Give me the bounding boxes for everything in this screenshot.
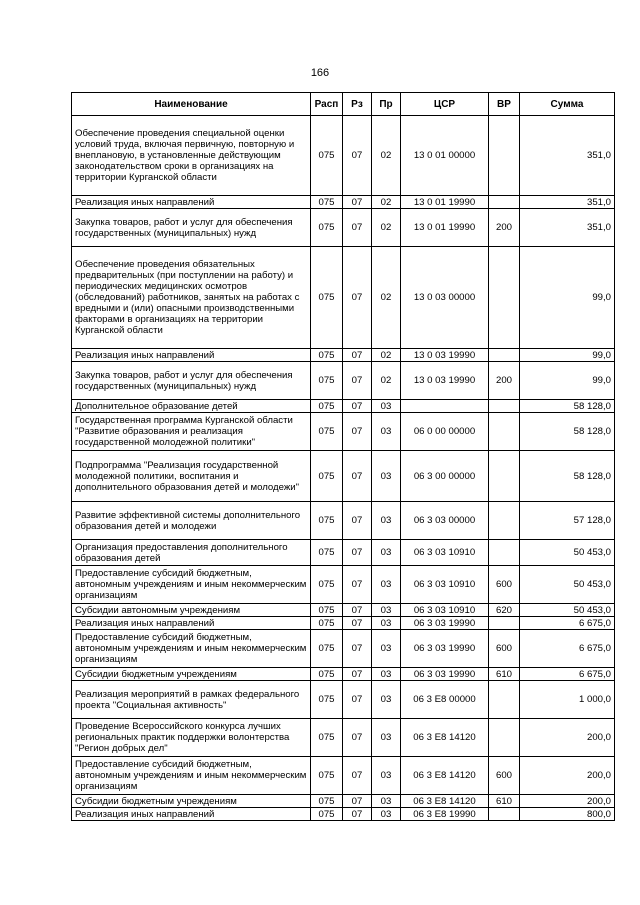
cell-sum: 6 675,0: [520, 668, 615, 681]
cell-sum: 58 128,0: [520, 413, 615, 451]
cell-rz: 07: [343, 451, 372, 502]
cell-pr: 02: [372, 116, 401, 196]
cell-name: Субсидии автономным учреждениям: [72, 604, 311, 617]
cell-vr: [489, 540, 520, 566]
cell-rz: 07: [343, 196, 372, 209]
cell-csr: 06 0 00 00000: [401, 413, 489, 451]
cell-rz: 07: [343, 540, 372, 566]
cell-pr: 03: [372, 668, 401, 681]
cell-rz: 07: [343, 630, 372, 668]
header-rasp: Расп: [311, 93, 343, 116]
cell-pr: 03: [372, 451, 401, 502]
cell-name: Реализация мероприятий в рамках федерального проекта "Социальная активность": [72, 681, 311, 719]
cell-pr: 02: [372, 349, 401, 362]
cell-vr: [489, 400, 520, 413]
cell-vr: [489, 719, 520, 757]
cell-sum: 57 128,0: [520, 502, 615, 540]
cell-vr: [489, 681, 520, 719]
cell-name: Проведение Всероссийского конкурса лучших региональных практик поддержки волонтерства "Регион добрых дел": [72, 719, 311, 757]
cell-rz: 07: [343, 502, 372, 540]
table-row: [72, 349, 615, 362]
cell-vr: [489, 349, 520, 362]
cell-rz: 07: [343, 400, 372, 413]
cell-csr: 06 3 03 19990: [401, 630, 489, 668]
table-row: [72, 719, 615, 757]
cell-pr: 03: [372, 757, 401, 795]
cell-csr: 06 3 03 10910: [401, 566, 489, 604]
cell-sum: 50 453,0: [520, 604, 615, 617]
cell-sum: 99,0: [520, 349, 615, 362]
cell-csr: 13 0 01 00000: [401, 116, 489, 196]
cell-csr: 06 3 03 10910: [401, 604, 489, 617]
cell-csr: 06 3 03 00000: [401, 502, 489, 540]
table-row: [72, 681, 615, 719]
cell-pr: 03: [372, 681, 401, 719]
cell-sum: 1 000,0: [520, 681, 615, 719]
table-row: [72, 630, 615, 668]
cell-csr: 06 3 E8 14120: [401, 795, 489, 808]
cell-csr: 13 0 03 19990: [401, 362, 489, 400]
cell-sum: 800,0: [520, 808, 615, 821]
cell-rasp: 075: [311, 630, 343, 668]
cell-rasp: 075: [311, 349, 343, 362]
header-sum: Сумма: [520, 93, 615, 116]
cell-rasp: 075: [311, 681, 343, 719]
cell-name: Реализация иных направлений: [72, 196, 311, 209]
cell-name: Реализация иных направлений: [72, 617, 311, 630]
header-pr: Пр: [372, 93, 401, 116]
cell-csr: 06 3 E8 19990: [401, 808, 489, 821]
cell-sum: 50 453,0: [520, 540, 615, 566]
cell-rz: 07: [343, 681, 372, 719]
table-row: [72, 400, 615, 413]
page-number: 166: [310, 67, 330, 79]
cell-vr: 600: [489, 630, 520, 668]
cell-name: Субсидии бюджетным учреждениям: [72, 668, 311, 681]
cell-rz: 07: [343, 566, 372, 604]
cell-rz: 07: [343, 349, 372, 362]
cell-rasp: 075: [311, 540, 343, 566]
cell-name: Реализация иных направлений: [72, 349, 311, 362]
cell-name: Развитие эффективной системы дополнительного образования детей и молодежи: [72, 502, 311, 540]
header-name: Наименование: [72, 93, 311, 116]
cell-name: Обеспечение проведения специальной оценки условий труда, включая первичную, повторную и внеплановую, в установленные действующим законодательством сроки в организациях на территории Курганской области: [72, 116, 311, 196]
cell-sum: 351,0: [520, 196, 615, 209]
cell-pr: 02: [372, 362, 401, 400]
cell-vr: 610: [489, 795, 520, 808]
table-row: [72, 808, 615, 821]
cell-rasp: 075: [311, 451, 343, 502]
cell-csr: 06 3 03 19990: [401, 617, 489, 630]
cell-pr: 02: [372, 196, 401, 209]
cell-sum: 200,0: [520, 795, 615, 808]
cell-pr: 03: [372, 413, 401, 451]
header-vr: ВР: [489, 93, 520, 116]
cell-pr: 03: [372, 400, 401, 413]
cell-name: Закупка товаров, работ и услуг для обеспечения государственных (муниципальных) нужд: [72, 362, 311, 400]
cell-rasp: 075: [311, 247, 343, 349]
table-row: [72, 604, 615, 617]
cell-rz: 07: [343, 617, 372, 630]
cell-rasp: 075: [311, 719, 343, 757]
cell-csr: 13 0 03 19990: [401, 349, 489, 362]
cell-name: Субсидии бюджетным учреждениям: [72, 795, 311, 808]
cell-pr: 03: [372, 502, 401, 540]
table-row: [72, 116, 615, 196]
cell-csr: 06 3 E8 00000: [401, 681, 489, 719]
cell-sum: 58 128,0: [520, 400, 615, 413]
cell-csr: 13 0 01 19990: [401, 209, 489, 247]
cell-sum: 58 128,0: [520, 451, 615, 502]
cell-csr: 06 3 E8 14120: [401, 757, 489, 795]
table-row: [72, 196, 615, 209]
cell-name: Предоставление субсидий бюджетным, автономным учреждениям и иным некоммерческим организациям: [72, 757, 311, 795]
cell-name: Реализация иных направлений: [72, 808, 311, 821]
cell-csr: 06 3 03 10910: [401, 540, 489, 566]
table-header-row: [72, 93, 615, 116]
cell-vr: [489, 413, 520, 451]
cell-sum: 351,0: [520, 116, 615, 196]
cell-vr: [489, 808, 520, 821]
cell-rz: 07: [343, 413, 372, 451]
cell-vr: 200: [489, 209, 520, 247]
cell-pr: 03: [372, 617, 401, 630]
cell-name: Обеспечение проведения обязательных предварительных (при поступлении на работу) и периодических медицинских осмотров (обследований) работников, занятых на работах с вредными и (или) опасными производственными факторами в организациях на территории Курганской области: [72, 247, 311, 349]
cell-sum: 6 675,0: [520, 630, 615, 668]
cell-pr: 02: [372, 209, 401, 247]
cell-sum: 50 453,0: [520, 566, 615, 604]
cell-rz: 07: [343, 668, 372, 681]
cell-rasp: 075: [311, 116, 343, 196]
cell-pr: 03: [372, 630, 401, 668]
table-row: [72, 668, 615, 681]
cell-vr: 600: [489, 757, 520, 795]
cell-csr: 06 3 00 00000: [401, 451, 489, 502]
table-row: [72, 502, 615, 540]
cell-sum: 200,0: [520, 719, 615, 757]
cell-rasp: 075: [311, 196, 343, 209]
cell-vr: [489, 617, 520, 630]
cell-csr: 06 3 03 19990: [401, 668, 489, 681]
cell-rasp: 075: [311, 362, 343, 400]
cell-vr: 200: [489, 362, 520, 400]
cell-sum: 99,0: [520, 362, 615, 400]
cell-rasp: 075: [311, 668, 343, 681]
cell-name: Закупка товаров, работ и услуг для обеспечения государственных (муниципальных) нужд: [72, 209, 311, 247]
cell-rasp: 075: [311, 209, 343, 247]
cell-pr: 03: [372, 795, 401, 808]
table-row: [72, 209, 615, 247]
cell-rasp: 075: [311, 795, 343, 808]
cell-csr: 06 3 E8 14120: [401, 719, 489, 757]
cell-rasp: 075: [311, 400, 343, 413]
table-row: [72, 451, 615, 502]
table-row: [72, 413, 615, 451]
header-csr: ЦСР: [401, 93, 489, 116]
cell-pr: 02: [372, 247, 401, 349]
table-row: [72, 795, 615, 808]
cell-rasp: 075: [311, 413, 343, 451]
budget-table: [71, 92, 615, 821]
cell-vr: 620: [489, 604, 520, 617]
cell-sum: 99,0: [520, 247, 615, 349]
cell-vr: [489, 502, 520, 540]
cell-rasp: 075: [311, 604, 343, 617]
cell-rasp: 075: [311, 617, 343, 630]
cell-rz: 07: [343, 757, 372, 795]
table-row: [72, 566, 615, 604]
cell-sum: 200,0: [520, 757, 615, 795]
cell-name: Предоставление субсидий бюджетным, автономным учреждениям и иным некоммерческим организациям: [72, 566, 311, 604]
cell-name: Дополнительное образование детей: [72, 400, 311, 413]
cell-rasp: 075: [311, 566, 343, 604]
cell-rz: 07: [343, 795, 372, 808]
cell-vr: [489, 116, 520, 196]
table-row: [72, 757, 615, 795]
table-row: [72, 617, 615, 630]
cell-rz: 07: [343, 362, 372, 400]
table-row: [72, 540, 615, 566]
cell-rz: 07: [343, 719, 372, 757]
cell-rasp: 075: [311, 757, 343, 795]
cell-rz: 07: [343, 116, 372, 196]
cell-rasp: 075: [311, 808, 343, 821]
cell-vr: [489, 247, 520, 349]
cell-rz: 07: [343, 604, 372, 617]
cell-sum: 6 675,0: [520, 617, 615, 630]
cell-pr: 03: [372, 566, 401, 604]
cell-vr: [489, 196, 520, 209]
cell-name: Государственная программа Курганской области "Развитие образования и реализация государственной молодежной политики": [72, 413, 311, 451]
header-rz: Рз: [343, 93, 372, 116]
cell-name: Организация предоставления дополнительного образования детей: [72, 540, 311, 566]
cell-pr: 03: [372, 604, 401, 617]
table-row: [72, 362, 615, 400]
cell-pr: 03: [372, 808, 401, 821]
cell-csr: [401, 400, 489, 413]
cell-vr: 600: [489, 566, 520, 604]
cell-rasp: 075: [311, 502, 343, 540]
cell-csr: 13 0 03 00000: [401, 247, 489, 349]
cell-pr: 03: [372, 540, 401, 566]
cell-sum: 351,0: [520, 209, 615, 247]
cell-rz: 07: [343, 247, 372, 349]
cell-vr: [489, 451, 520, 502]
table-row: [72, 247, 615, 349]
cell-name: Подпрограмма "Реализация государственной молодежной политики, воспитания и дополнительного образования детей и молодежи": [72, 451, 311, 502]
cell-vr: 610: [489, 668, 520, 681]
cell-rz: 07: [343, 808, 372, 821]
cell-name: Предоставление субсидий бюджетным, автономным учреждениям и иным некоммерческим организациям: [72, 630, 311, 668]
cell-rz: 07: [343, 209, 372, 247]
cell-pr: 03: [372, 719, 401, 757]
cell-csr: 13 0 01 19990: [401, 196, 489, 209]
